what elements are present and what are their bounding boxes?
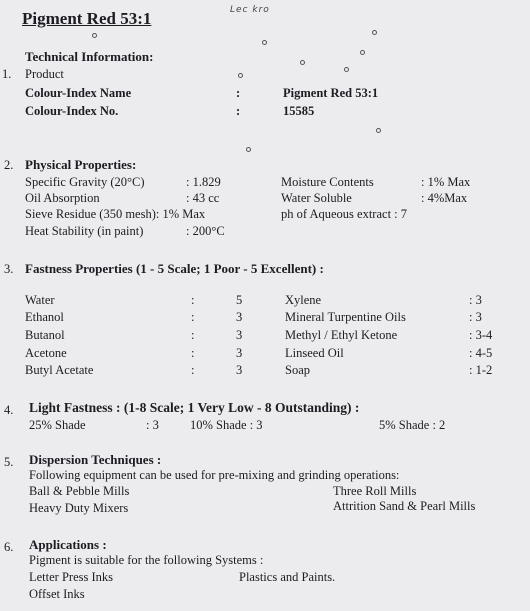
colon: :	[191, 293, 195, 307]
speck	[246, 147, 251, 152]
section-number: 1.	[2, 67, 12, 81]
fastness-heading: Fastness Properties (1 - 5 Scale; 1 Poor - 5 Excellent) :	[25, 261, 324, 276]
shade-5: 5% Shade : 2	[379, 418, 446, 432]
heat-stability-label: Heat Stability (in paint)	[25, 224, 144, 238]
fastness-right-value: : 3-4	[469, 328, 493, 342]
specific-gravity-label: Specific Gravity (20°C)	[25, 175, 145, 189]
fastness-right-name: Methyl / Ethyl Ketone	[285, 328, 398, 342]
light-fastness-heading: Light Fastness : (1-8 Scale; 1 Very Low - 8 Outstanding) :	[29, 400, 360, 415]
speck	[344, 67, 349, 72]
ci-name-value: Pigment Red 53:1	[283, 86, 379, 100]
three-roll-mills: Three Roll Mills	[333, 484, 417, 498]
shade-25-value: : 3	[146, 418, 159, 432]
fastness-right-name: Mineral Turpentine Oils	[285, 310, 406, 324]
ci-no-label: Colour-Index No.	[25, 104, 119, 118]
fastness-left-value: 3	[236, 310, 243, 324]
fastness-right-value: : 1-2	[469, 363, 493, 377]
speck	[92, 33, 97, 38]
fastness-left-name: Butyl Acetate	[25, 363, 94, 377]
colon: :	[191, 346, 195, 360]
physical-properties-heading: Physical Properties:	[25, 157, 137, 172]
colon: :	[236, 104, 241, 118]
fastness-left-name: Acetone	[25, 346, 67, 360]
section-number: 2.	[4, 158, 14, 172]
speck	[262, 40, 267, 45]
moisture-value: : 1% Max	[421, 175, 471, 189]
speck	[376, 128, 381, 133]
colon: :	[236, 86, 241, 100]
fastness-left-value: 5	[236, 293, 243, 307]
moisture-label: Moisture Contents	[281, 175, 374, 189]
dispersion-heading: Dispersion Techniques :	[29, 452, 162, 467]
ph-extract: ph of Aqueous extract : 7	[281, 207, 408, 221]
letter-press-inks: Letter Press Inks	[29, 570, 114, 584]
attrition-mills: Attrition Sand & Pearl Mills	[333, 499, 476, 513]
plastics-paints: Plastics and Paints.	[239, 570, 336, 584]
heat-stability-value: : 200°C	[186, 224, 225, 238]
oil-absorption-label: Oil Absorption	[25, 191, 100, 205]
fastness-left-name: Ethanol	[25, 310, 64, 324]
dispersion-intro: Following equipment can be used for pre-mixing and grinding operations:	[29, 468, 400, 482]
speck	[238, 73, 243, 78]
document-title: Pigment Red 53:1	[22, 9, 152, 28]
speck	[300, 60, 305, 65]
section-number: 6.	[4, 540, 14, 554]
offset-inks: Offset Inks	[29, 587, 85, 601]
product-label: Product	[25, 67, 64, 81]
water-soluble-label: Water Soluble	[281, 191, 352, 205]
fastness-right-value: : 4-5	[469, 346, 493, 360]
section-number: 3.	[4, 262, 14, 276]
fastness-right-name: Linseed Oil	[285, 346, 344, 360]
fastness-right-value: : 3	[469, 293, 482, 307]
ball-pebble-mills: Ball & Pebble Mills	[29, 484, 130, 498]
fastness-left-value: 3	[236, 363, 243, 377]
section-number: 4.	[4, 403, 14, 417]
shade-25-label: 25% Shade	[29, 418, 86, 432]
applications-heading: Applications :	[29, 537, 107, 552]
colon: :	[191, 328, 195, 342]
shade-10: 10% Shade : 3	[190, 418, 263, 432]
ci-no-value: 15585	[283, 104, 315, 118]
fastness-right-name: Soap	[285, 363, 310, 377]
applications-intro: Pigment is suitable for the following Systems :	[29, 553, 264, 567]
heavy-duty-mixers: Heavy Duty Mixers	[29, 501, 129, 515]
fastness-right-value: : 3	[469, 310, 482, 324]
fastness-left-name: Butanol	[25, 328, 65, 342]
technical-info-heading: Technical Information:	[25, 49, 154, 64]
fastness-right-name: Xylene	[285, 293, 322, 307]
section-number: 5.	[4, 455, 14, 469]
specific-gravity-value: : 1.829	[186, 175, 221, 189]
fastness-left-value: 3	[236, 346, 243, 360]
fastness-left-name: Water	[25, 293, 55, 307]
speck	[360, 50, 365, 55]
ci-name-label: Colour-Index Name	[25, 86, 132, 100]
handwritten-note: Lec kro	[230, 5, 270, 15]
colon: :	[191, 310, 195, 324]
colon: :	[191, 363, 195, 377]
sieve-residue: Sieve Residue (350 mesh): 1% Max	[25, 207, 206, 221]
water-soluble-value: : 4%Max	[421, 191, 468, 205]
oil-absorption-value: : 43 cc	[186, 191, 220, 205]
fastness-left-value: 3	[236, 328, 243, 342]
speck	[372, 30, 377, 35]
